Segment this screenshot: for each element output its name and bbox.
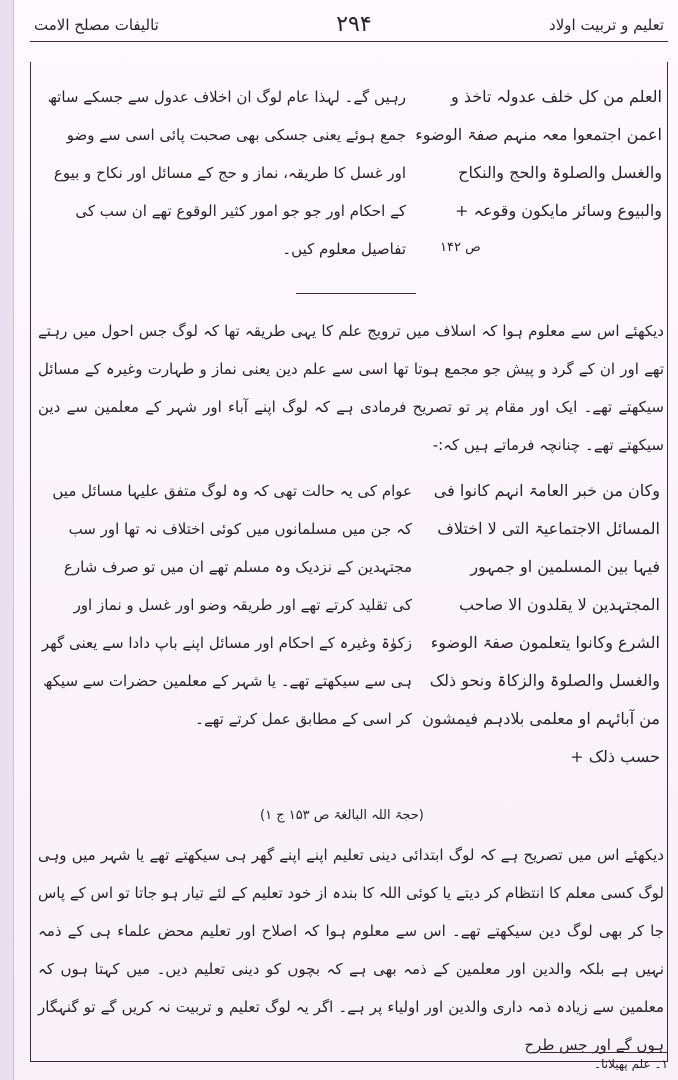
arabic-quote-1: العلم من کل خلف عدولہ تاخذ و اعمن اجتمعوا معہ منہم صفۃ الوضوء والغسل والصلوۃ والحج والنکاح والبیوع وسائر مایکون وقوعہ + xyxy=(415,87,662,220)
source-reference: (حجۃ اللہ البالغۃ ص ۱۵۳ ج ۱) xyxy=(260,808,424,823)
commentary-paragraph-2: دیکھئے اس میں تصریح ہے کہ لوگ ابتدائی دینی تعلیم اپنے اپنے گھر ہی سیکھتے تھے یا شہر میں وہی لوگ کسی معلم کا انتظام کر دیتے یا کوئی اللہ کا بندہ از خود تعلیم کے لئے تیار ہو جاتا تو اس کے پاس جا کر بھی لوگ دین سیکھتے تھے۔ اس سے معلوم ہوا کہ اصلاح اور تعلیم محض علماء ہی کے ذمہ نہیں ہے بلکہ والدین اور معلمین کے ذمہ بھی ہے کہ بچوں کو دینی تعلیم دیں۔ میں کہتا ہوں کہ معلمین سے زیادہ ذمہ داری والدین اور اولیاء پر ہے۔ اگر یہ لوگ تعلیم و تربیت نہ کریں گے تو گنہگار ہوں گے اور جس طرح xyxy=(38,846,664,1054)
commentary-paragraph-1: دیکھئے اس سے معلوم ہوا کہ اسلاف میں ترویج علم کا یہی طریقہ تھا کہ لوگ جس احول میں رہتے تھے اور ان کے گرد و پیش جو مجمع ہوتا تھا اسی سے علم دین یعنی نماز و طہارت وغیرہ کے مسائل سیکھتے تھے۔ ایک اور مقام پر تو تصریح فرمادی ہے کہ لوگ اپنے آباء اور شہر کے معلمین سے دین سیکھتے تھے۔ چنانچہ فرماتے ہیں کہ:- xyxy=(38,322,664,454)
header-series-title: تالیفات مصلح الامت xyxy=(34,15,159,34)
urdu-translation-1: رہیں گے۔ لہذا عام لوگ ان اخلاف عدول سے جسکے ساتھ جمع ہوئے یعنی جسکی بھی صحبت پائی اسی سے وضو اور غسل کا طریقہ، نماز و حج کے مسائل اور نکاح و بیوع کے احکام اور جو جو امور کثیر الوقوع تھے ان سب کی تفاصیل معلوم کیں۔ xyxy=(47,88,406,258)
header-book-section: تعلیم و تربیت اولاد xyxy=(549,15,664,34)
arabic-quote-1-reference: ص ۱۴۲ xyxy=(440,240,481,255)
page-header xyxy=(30,8,668,42)
footnote: ۱۔ علم پھیلانا۔ xyxy=(540,1052,668,1071)
page-number: ۲۹۴ xyxy=(336,12,372,37)
section-divider xyxy=(296,293,416,294)
arabic-quote-2: وکان من خبر العامۃ انہم کانوا فی المسائل الاجتماعیۃ التی لا اختلاف فیہا بین المسلمین او جمہور المجتہدین لا یقلدون الا صاحب الشرع وکانوا یتعلمون صفۃ الوضوء والغسل والصلوۃ والزکاۃ ونحو ذلک من آبائہم او معلمی بلادہم فیمشون حسب ذلک + xyxy=(422,481,660,766)
page-edge xyxy=(0,0,14,1080)
urdu-translation-2: عوام کی یہ حالت تھی کہ وہ لوگ متفق علیہا مسائل میں کہ جن میں مسلمانوں میں کوئی اختلاف نہ تھا اور سب مجتہدین کے نزدیک وہ مسلم تھے ان میں تو صرف شارع کی تقلید کرتے تھے اور طریقہ وضو اور غسل و نماز اور زکوٰۃ وغیرہ کے احکام اور مسائل اپنے باپ دادا سے یعنی گھر ہی سے سیکھتے تھے۔ یا شہر کے معلمین حضرات سے سیکھ کر اسی کے مطابق عمل کرتے تھے۔ xyxy=(41,482,412,728)
